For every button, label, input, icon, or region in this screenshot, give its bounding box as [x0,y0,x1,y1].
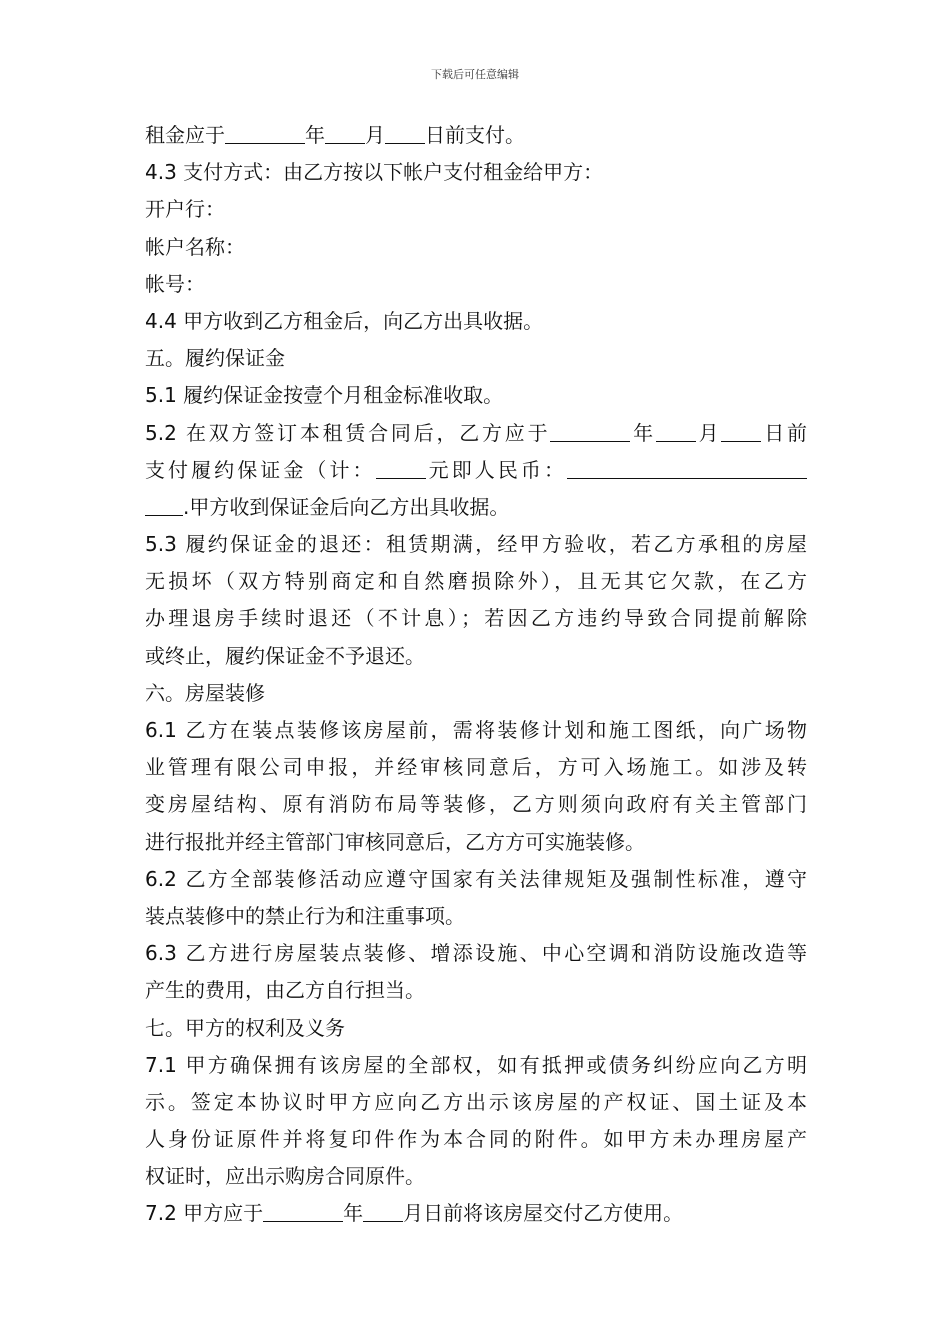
blank-year-field [263,1201,343,1222]
paragraph-line: 业管理有限公司申报，并经审核同意后，方可入场施工。如涉及转 [145,755,807,780]
text-segment: 月 [695,420,722,445]
section-heading: 六。房屋装修 [145,680,265,705]
paragraph-line: 开户行： [145,197,225,222]
blank-amount-field [376,458,426,479]
paragraph-line: 帐号： [145,271,205,296]
paragraph-line: 办理退房手续时退还（不计息）；若因乙方违约导致合同提前解除 [145,606,807,631]
text-segment: .甲方收到保证金后向乙方出具收据。 [183,494,510,519]
blank-month-field [325,123,365,144]
paragraph-line: 6.2 乙方全部装修活动应遵守国家有关法律规矩及强制性标准，遵守 [145,866,807,891]
paragraph-line: 7.1 甲方确保拥有该房屋的全部权，如有抵押或债务纠纷应向乙方明 [145,1052,807,1077]
paragraph-line: 变房屋结构、原有消防布局等装修，乙方则须向政府有关主管部门 [145,792,807,817]
text-segment: 元即人民币： [425,457,568,482]
paragraph-line [145,415,807,452]
blank-rmb-field [567,458,807,479]
text-segment: 年 [305,123,325,147]
paragraph-line [145,452,807,489]
text-segment: 年 [630,420,656,445]
text-segment: 月 [365,123,385,147]
paragraph-line [145,117,807,154]
paragraph-line: 6.3 乙方进行房屋装点装修、增添设施、中心空调和消防设施改造等 [145,941,807,966]
paragraph-line: 产生的费用，由乙方自行担当。 [145,978,425,1003]
blank-year-field [550,421,630,442]
paragraph-line: 进行报批并经主管部门审核同意后，乙方方可实施装修。 [145,829,645,854]
text-segment: 支付履约保证金（计： [145,457,376,482]
paragraph-line: 人身份证原件并将复印件作为本合同的附件。如甲方未办理房屋产 [145,1127,807,1152]
text-segment: 租金应于 [145,123,225,147]
paragraph-line [145,489,807,526]
blank-day-field [721,421,761,442]
blank-rmb-field [145,495,183,516]
blank-month-field [363,1201,403,1222]
page-header: 下载后可任意编辑 [431,68,519,81]
paragraph-line: 装点装修中的禁止行为和注重事项。 [145,903,465,928]
paragraph-line: 权证时，应出示购房合同原件。 [145,1164,425,1189]
section-heading: 五。履约保证金 [145,346,285,371]
section-heading: 七。甲方的权利及义务 [145,1015,345,1040]
paragraph-line: 或终止，履约保证金不予退还。 [145,643,425,668]
document-body [145,117,807,1233]
text-segment: 7.2 甲方应于 [145,1201,264,1226]
paragraph-line: 6.1 乙方在装点装修该房屋前，需将装修计划和施工图纸，向广场物 [145,718,807,742]
paragraph-line: 4.4 甲方收到乙方租金后，向乙方出具收据。 [145,308,544,333]
text-segment: 月日前将该房屋交付乙方使用。 [403,1201,684,1226]
paragraph-line: 无损坏（双方特别商定和自然磨损除外），且无其它欠款，在乙方 [145,569,807,594]
blank-year-field [225,123,305,144]
text-segment: 年 [343,1201,364,1226]
paragraph-line: 帐户名称： [145,234,245,259]
text-segment: 5.2 在双方签订本租赁合同后，乙方应于 [145,420,551,445]
paragraph-line: 5.3 履约保证金的退还：租赁期满，经甲方验收，若乙方承租的房屋 [145,532,807,557]
blank-day-field [385,123,425,144]
text-segment: 日前 [761,420,807,445]
paragraph-line: 4.3 支付方式：由乙方按以下帐户支付租金给甲方： [145,160,604,185]
blank-month-field [656,421,696,442]
paragraph-line: 示。签定本协议时甲方应向乙方出示该房屋的产权证、国土证及本 [145,1089,807,1114]
text-segment: 日前支付。 [425,123,525,147]
paragraph-line: 5.1 履约保证金按壹个月租金标准收取。 [145,383,504,408]
paragraph-line [145,1195,807,1232]
